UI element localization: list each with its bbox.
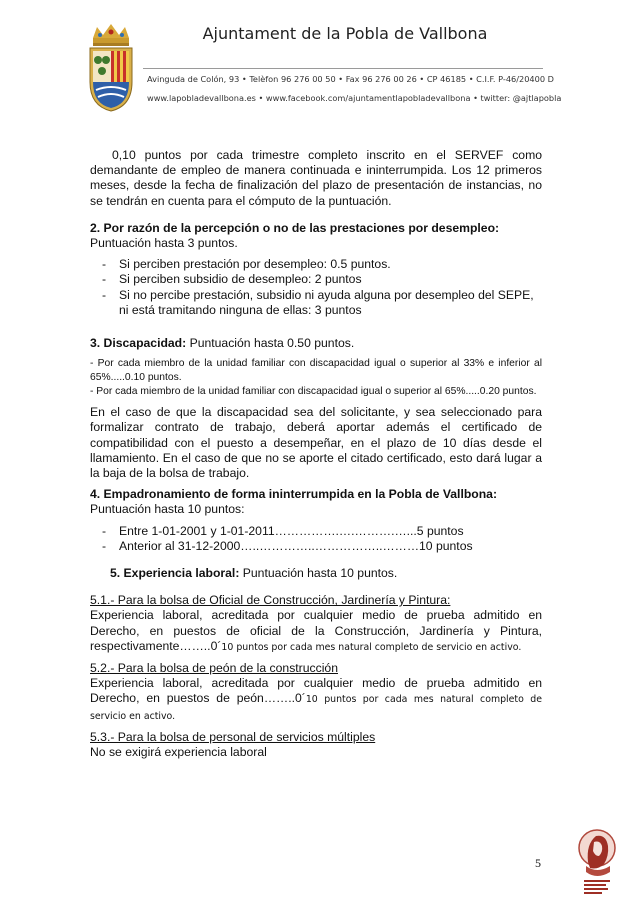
discapacidad-paragraph: En el caso de que la discapacidad sea del solicitante, y sea seleccionado para formalizar contrato de trabajo, deberá aportar además el certificado de compatibilidad con el puesto a desempeñar, en el plazo de 10 días desde el llamamiento. En el caso de que no se aporte el citado certificado, esto dará lugar a la baja de la bolsa de trabajo.: [90, 405, 542, 481]
section-5-2-title: 5.2.- Para la bolsa de peón de la construcción: [90, 661, 338, 676]
section-4-title: [90, 487, 542, 502]
document-body: [90, 148, 542, 760]
section-5-3-text: No se exigirá experiencia laboral: [90, 745, 267, 760]
award-logo-icon: [576, 826, 618, 898]
dash-bullet: -: [102, 272, 107, 287]
header-divider: [143, 68, 543, 69]
section-4-list: [90, 524, 542, 554]
section-4-heading: 4. Empadronamiento de forma ininterrumpida en la Pobla de Vallbona:: [90, 487, 498, 502]
section-4-subtitle: Puntuación hasta 10 puntos:: [90, 502, 245, 517]
section-5-3-title: 5.3.- Para la bolsa de personal de servicios múltiples: [90, 729, 376, 744]
section-3-title: [90, 336, 542, 351]
paragraph-servef: 0,10 puntos por cada trimestre completo inscrito en el SERVEF como demandante de empleo de manera continuada e ininterrumpida. Los 12 primeros meses, desde la fecha de finalización del plazo de presentación de instancias, no se tendrán en cuenta para el cómputo de la puntuación.: [90, 148, 542, 208]
section-5-1-text: Experiencia laboral, acreditada por cualquier medio de prueba admitido en Derecho, en puestos de oficial de la Construcción, Jardinería y Pintura, respectivamente……..0´10 puntos por cada mes natural completo de servicio en activo.: [90, 608, 542, 653]
section-2-heading: 2. Por razón de la percepción o no de las prestaciones por desempleo:: [90, 220, 500, 235]
section-3-subtitle: Puntuación hasta 0.50 puntos.: [186, 336, 355, 351]
letterhead: [0, 0, 638, 120]
dash-bullet: -: [102, 523, 107, 538]
org-title: Ajuntament de la Pobla de Vallbona: [202, 24, 488, 43]
section-5-heading: 5. Experiencia laboral:: [110, 566, 240, 581]
municipal-crest-icon: [86, 24, 136, 112]
list-item: - Si no percibe prestación, subsidio ni ayuda alguna por desempleo del SEPE, ni está tramitando ninguna de ellas: 3 puntos: [102, 287, 534, 317]
list-item: - Anterior al 31-12-2000…..…………..……………..………10 puntos: [102, 538, 473, 553]
page-number: 5: [535, 856, 541, 870]
web-line: www.lapobladevallbona.es • www.facebook.com/ajuntamentlapobladevallbona • twitter: @ajtlapobla: [147, 93, 562, 103]
list-item: - Si perciben subsidio de desempleo: 2 puntos: [102, 272, 362, 287]
section-5-title: [90, 566, 542, 581]
section-5-1-title: 5.1.- Para la bolsa de Oficial de Construcción, Jardinería y Pintura:: [90, 593, 451, 608]
discapacidad-line-2: - Por cada miembro de la unidad familiar con discapacidad igual o superior al 65%.....0.20 puntos.: [90, 386, 537, 398]
dash-bullet: -: [102, 257, 107, 272]
dash-bullet: -: [102, 538, 107, 553]
list-item: - Si perciben prestación por desempleo: 0.5 puntos.: [102, 257, 391, 272]
dash-bullet: -: [102, 287, 107, 302]
contact-line: Avinguda de Colón, 93 • Telèfon 96 276 00 50 • Fax 96 276 00 26 • CP 46185 • C.I.F. P-46/20400 D: [147, 74, 554, 84]
section-5-subtitle: Puntuación hasta 10 puntos.: [239, 566, 398, 581]
section-2-list: [90, 257, 542, 318]
section-3-heading: 3. Discapacidad:: [90, 336, 187, 351]
section-2-title: [90, 221, 542, 236]
section-5-2-text: Experiencia laboral, acreditada por cualquier medio de prueba admitido en Derecho, en puestos de peón……..0´10 puntos por cada mes natural completo de servicio en activo.: [90, 676, 542, 722]
discapacidad-line-1: - Por cada miembro de la unidad familiar con discapacidad igual o superior al 33% e inferior al 65%.....0.10 puntos.: [90, 358, 542, 384]
section-2-subtitle: Puntuación hasta 3 puntos.: [90, 236, 238, 251]
list-item: - Entre 1-01-2001 y 1-01-2011…………….….……….…...5 puntos: [102, 523, 464, 538]
